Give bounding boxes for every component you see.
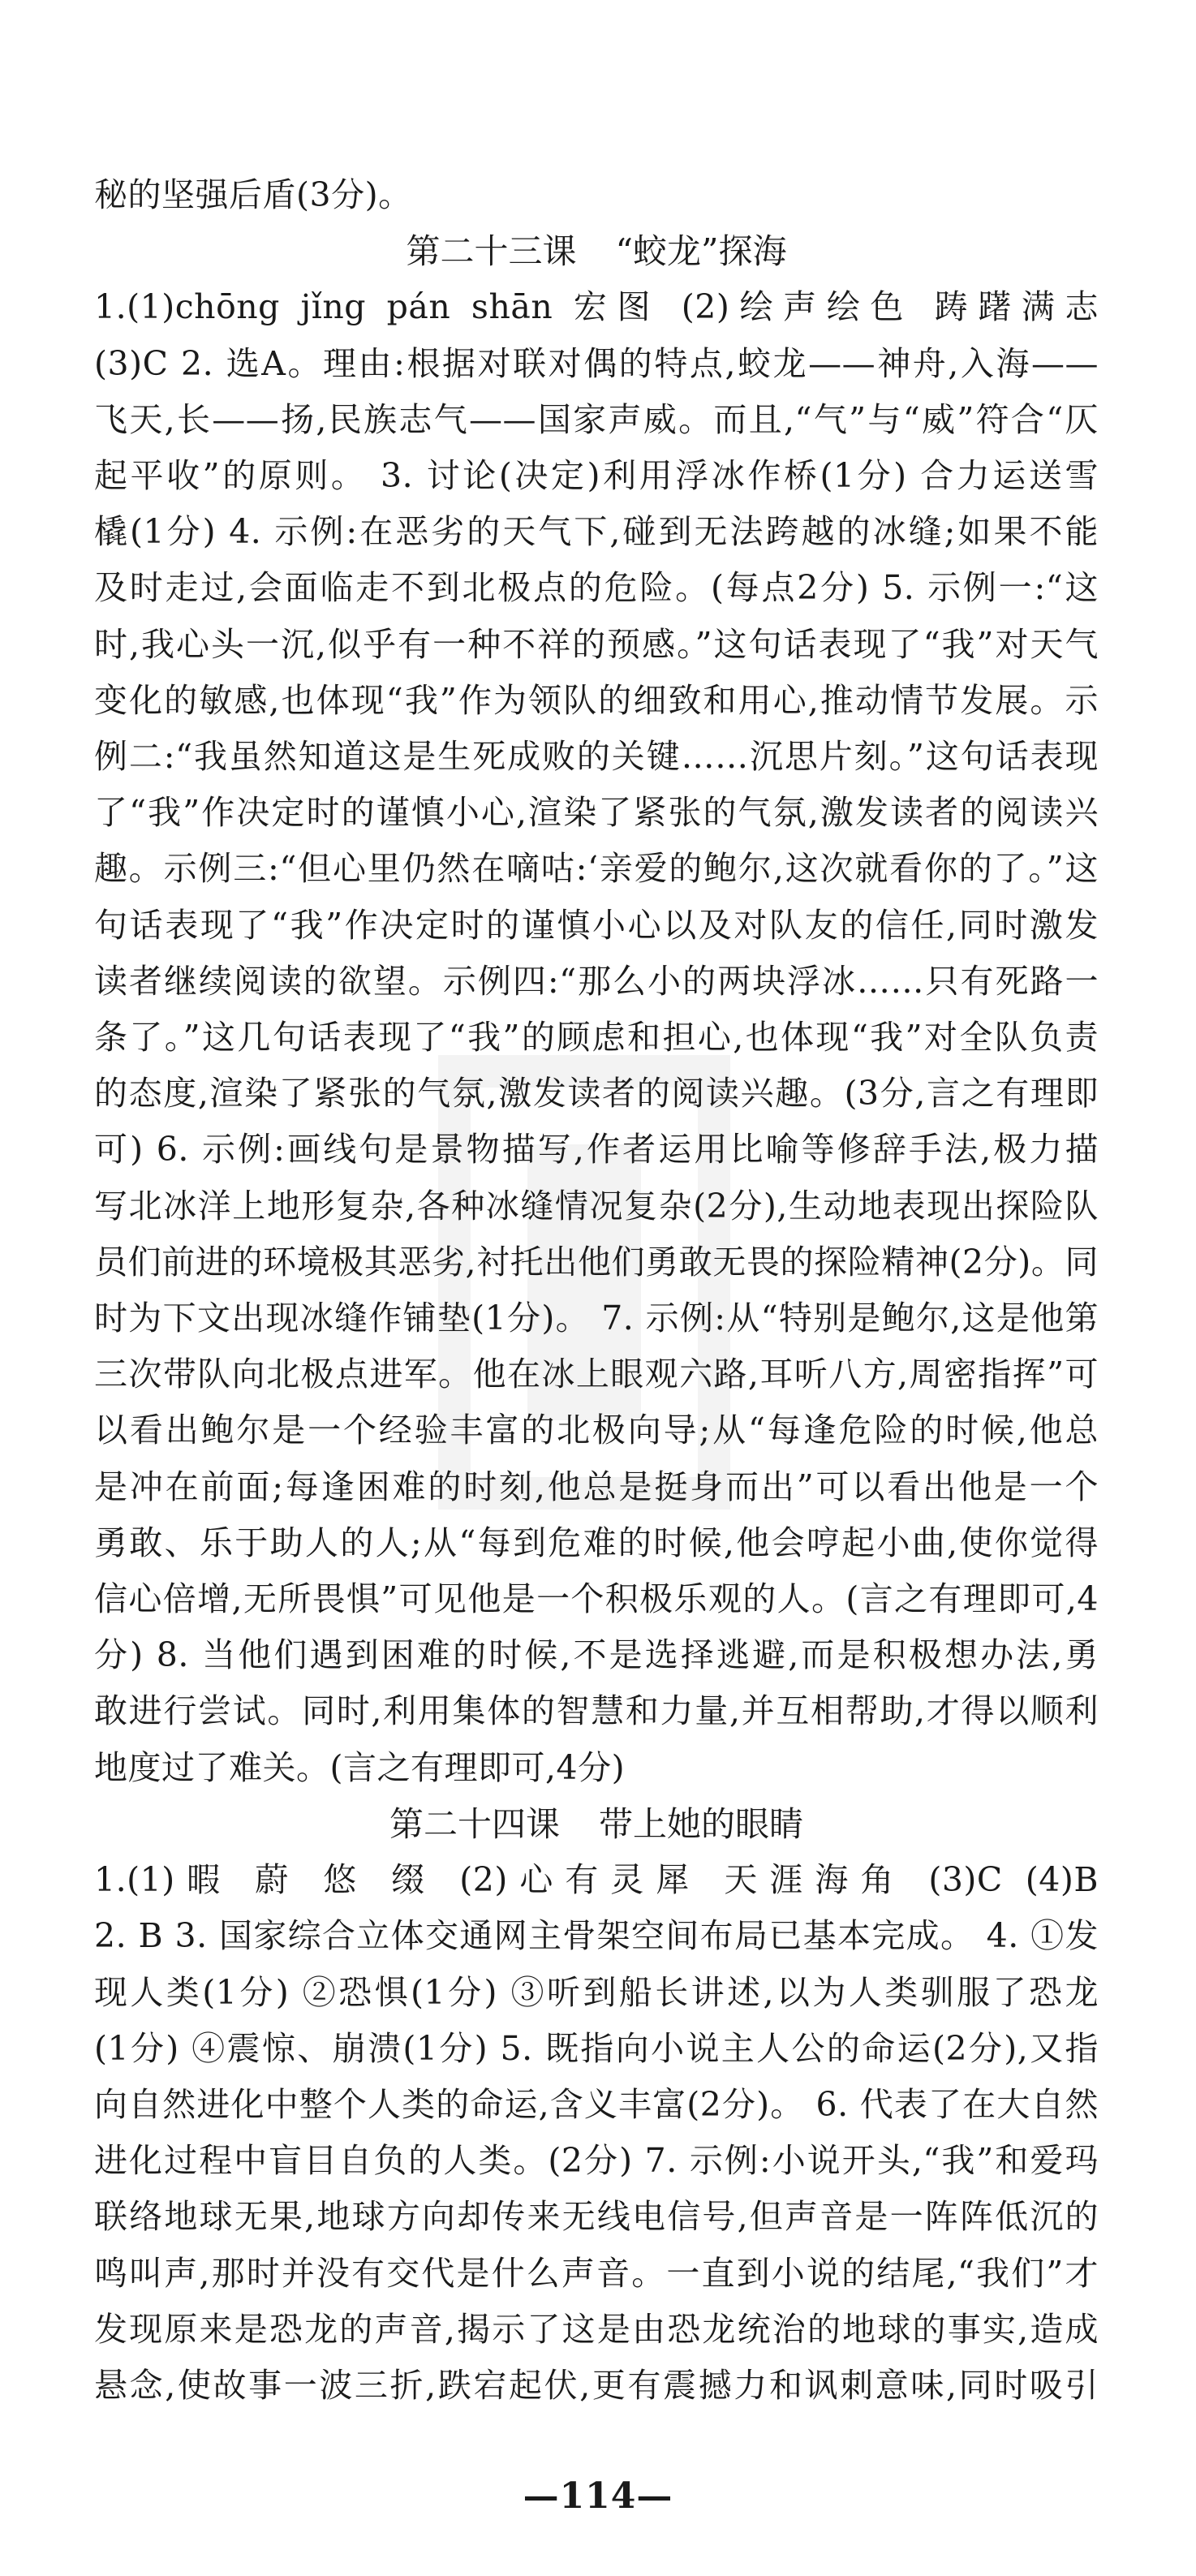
answer-line: 向自然进化中整个人类的命运,含义丰富(2分)。 6. 代表了在大自然	[94, 2084, 1099, 2124]
answer-line: 趣。示例三:“但心里仍然在嘀咕:‘亲爱的鲍尔,这次就看你的了。”这	[94, 849, 1099, 889]
answer-line: (3)C 2. 选A。理由:根据对联对偶的特点,蛟龙——神舟,入海——	[94, 343, 1099, 383]
answer-line: 句话表现了“我”作决定时的谨慎小心以及对队友的信任,同时激发	[94, 905, 1099, 945]
answer-line: 的态度,渲染了紧张的气氛,激发读者的阅读兴趣。(3分,言之有理即	[94, 1074, 1099, 1114]
answer-line: (1分) ④震惊、崩溃(1分) 5. 既指向小说主人公的命运(2分),又指	[94, 2028, 1099, 2068]
lesson-23-heading	[94, 223, 1099, 279]
answer-line: 悬念,使故事一波三折,跌宕起伏,更有震撼力和讽刺意味,同时吸引	[94, 2365, 1099, 2405]
answer-line: 联络地球无果,地球方向却传来无线电信号,但声音是一阵阵低沉的	[94, 2197, 1099, 2237]
answer-line: 现人类(1分) ②恐惧(1分) ③听到船长讲述,以为人类驯服了恐龙	[94, 1972, 1099, 2012]
answer-line: 及时走过,会面临走不到北极点的危险。(每点2分) 5. 示例一:“这	[94, 568, 1099, 608]
lesson-24-answers	[94, 1852, 1099, 2414]
answer-line: 以看出鲍尔是一个经验丰富的北极向导;从“每逢危险的时候,他总	[94, 1411, 1099, 1450]
page-number: —114—	[523, 2475, 673, 2517]
answer-line: 2. B 3. 国家综合立体交通网主骨架空间布局已基本完成。 4. ①发	[94, 1916, 1099, 1956]
answer-line: 三次带队向北极点进军。他在冰上眼观六路,耳听八方,周密指挥”可	[94, 1355, 1099, 1394]
answer-line: 敢进行尝试。同时,利用集体的智慧和力量,并互相帮助,才得以顺利	[94, 1691, 1099, 1731]
answer-line: 地度过了难关。(言之有理即可,4分)	[94, 1747, 626, 1787]
answer-line: 进化过程中盲目自负的人类。(2分) 7. 示例:小说开头,“我”和爱玛	[94, 2141, 1099, 2181]
answer-line: 条了。”这几句话表现了“我”的顾虑和担心,也体现“我”对全队负责	[94, 1018, 1099, 1058]
answer-line: 读者继续阅读的欲望。示例四:“那么小的两块浮冰……只有死路一	[94, 961, 1099, 1001]
answer-line: 1.(1)暇 蔚 悠 缀 (2)心有灵犀 天涯海角 (3)C (4)B	[94, 1860, 1099, 1900]
answer-line: 勇敢、乐于助人的人;从“每到危难的时候,他会哼起小曲,使你觉得	[94, 1523, 1099, 1562]
answer-line: 分) 8. 当他们遇到困难的时候,不是选择逃避,而是积极想办法,勇	[94, 1635, 1099, 1675]
answer-line: 时,我心头一沉,似乎有一种不祥的预感。”这句话表现了“我”对天气	[94, 624, 1099, 664]
answer-line: 例二:“我虽然知道这是生死成败的关键……沉思片刻。”这句话表现	[94, 737, 1099, 777]
lesson-24-heading	[94, 1796, 1099, 1852]
answer-line: 时为下文出现冰缝作铺垫(1分)。 7. 示例:从“特别是鲍尔,这是他第	[94, 1299, 1099, 1338]
lesson-23-number: 第二十三课	[406, 231, 577, 272]
answer-line: 发现原来是恐龙的声音,揭示了这是由恐龙统治的地球的事实,造成	[94, 2309, 1099, 2349]
intro-line: 秘的坚强后盾(3分)。	[94, 175, 412, 214]
answer-line: 起平收”的原则。 3. 讨论(决定)利用浮冰作桥(1分) 合力运送雪	[94, 456, 1099, 496]
answer-line: 是冲在前面;每逢困难的时刻,他总是挺身而出”可以看出他是一个	[94, 1467, 1099, 1506]
answer-line: 1.(1)chōng jǐng pán shān 宏图 (2)绘声绘色 踌躇满志	[94, 287, 1099, 327]
answer-line: 飞天,长——扬,民族志气——国家声威。而且,“气”与“威”符合“仄	[94, 399, 1099, 439]
answer-line: 可) 6. 示例:画线句是景物描写,作者运用比喻等修辞手法,极力描	[94, 1130, 1099, 1170]
answer-line: 橇(1分) 4. 示例:在恶劣的天气下,碰到无法跨越的冰缝;如果不能	[94, 512, 1099, 552]
answer-line: 变化的敏感,也体现“我”作为领队的细致和用心,推动情节发展。示	[94, 680, 1099, 720]
lesson-24-title: 带上她的眼睛	[599, 1803, 804, 1844]
answer-line: 了“我”作决定时的谨慎小心,渲染了紧张的气氛,激发读者的阅读兴	[94, 793, 1099, 833]
lesson-23-title: “蛟龙”探海	[615, 231, 787, 272]
answer-line: 员们前进的环境极其恶劣,衬托出他们勇敢无畏的探险精神(2分)。同	[94, 1242, 1099, 1282]
answer-line: 鸣叫声,那时并没有交代是什么声音。一直到小说的结尾,“我们”才	[94, 2253, 1099, 2293]
answer-line: 信心倍增,无所畏惧”可见他是一个积极乐观的人。(言之有理即可,4	[94, 1579, 1099, 1619]
page-content	[94, 167, 1099, 2414]
lesson-24-number: 第二十四课	[389, 1803, 560, 1844]
lesson-23-answers	[94, 279, 1099, 1795]
answer-line: 写北冰洋上地形复杂,各种冰缝情况复杂(2分),生动地表现出探险队	[94, 1186, 1099, 1226]
